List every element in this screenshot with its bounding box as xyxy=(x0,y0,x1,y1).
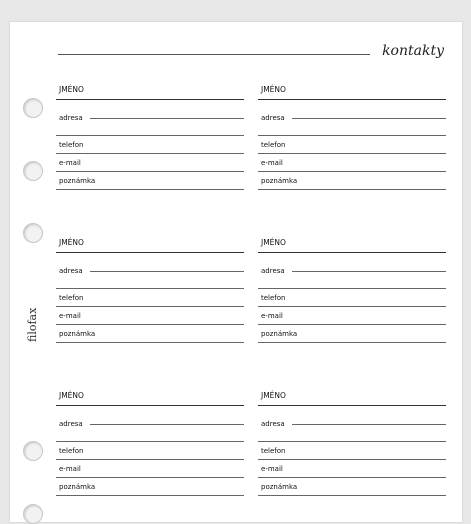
note-line[interactable] xyxy=(56,495,244,496)
address-line[interactable] xyxy=(258,288,446,289)
email-line[interactable] xyxy=(258,171,446,172)
note-label: poznámka xyxy=(261,177,298,185)
address-label: adresa xyxy=(59,267,83,275)
name-label: JMÉNO xyxy=(261,85,286,94)
address-line[interactable] xyxy=(56,135,244,136)
address-label: adresa xyxy=(261,114,285,122)
address-line[interactable] xyxy=(292,271,446,272)
address-label: adresa xyxy=(261,267,285,275)
phone-label: telefon xyxy=(261,447,286,455)
contact-card xyxy=(258,82,446,194)
email-label: e-mail xyxy=(261,312,283,320)
contact-card xyxy=(56,82,244,194)
email-label: e-mail xyxy=(59,159,81,167)
contact-card xyxy=(258,235,446,347)
note-label: poznámka xyxy=(59,330,96,338)
email-label: e-mail xyxy=(59,312,81,320)
address-line[interactable] xyxy=(258,135,446,136)
phone-label: telefon xyxy=(261,294,286,302)
contact-card xyxy=(258,388,446,500)
address-line[interactable] xyxy=(56,441,244,442)
address-label: adresa xyxy=(59,420,83,428)
email-label: e-mail xyxy=(59,465,81,473)
email-line[interactable] xyxy=(258,477,446,478)
address-line[interactable] xyxy=(90,118,244,119)
note-line[interactable] xyxy=(56,342,244,343)
email-line[interactable] xyxy=(258,324,446,325)
name-label: JMÉNO xyxy=(59,85,84,94)
phone-line[interactable] xyxy=(56,153,244,154)
email-line[interactable] xyxy=(56,171,244,172)
phone-label: telefon xyxy=(59,447,84,455)
name-line[interactable] xyxy=(258,99,446,100)
planner-page xyxy=(10,22,462,522)
phone-label: telefon xyxy=(261,141,286,149)
address-line[interactable] xyxy=(90,271,244,272)
note-line[interactable] xyxy=(56,189,244,190)
phone-line[interactable] xyxy=(258,153,446,154)
note-label: poznámka xyxy=(261,483,298,491)
email-line[interactable] xyxy=(56,477,244,478)
phone-label: telefon xyxy=(59,294,84,302)
note-line[interactable] xyxy=(258,342,446,343)
name-line[interactable] xyxy=(258,252,446,253)
name-label: JMÉNO xyxy=(261,238,286,247)
phone-line[interactable] xyxy=(56,459,244,460)
note-label: poznámka xyxy=(59,483,96,491)
note-line[interactable] xyxy=(258,189,446,190)
binder-hole xyxy=(23,98,43,118)
page-title: kontakty xyxy=(382,43,444,59)
contact-card xyxy=(56,388,244,500)
binder-hole xyxy=(23,223,43,243)
name-label: JMÉNO xyxy=(59,238,84,247)
binder-hole xyxy=(23,161,43,181)
phone-line[interactable] xyxy=(258,306,446,307)
email-label: e-mail xyxy=(261,465,283,473)
brand-logo: filofax xyxy=(26,307,39,342)
address-line[interactable] xyxy=(56,288,244,289)
address-line[interactable] xyxy=(292,118,446,119)
address-line[interactable] xyxy=(90,424,244,425)
phone-line[interactable] xyxy=(258,459,446,460)
note-label: poznámka xyxy=(261,330,298,338)
binder-hole xyxy=(23,504,43,524)
header-rule xyxy=(58,54,370,55)
address-label: adresa xyxy=(59,114,83,122)
address-line[interactable] xyxy=(292,424,446,425)
phone-line[interactable] xyxy=(56,306,244,307)
name-label: JMÉNO xyxy=(59,391,84,400)
name-line[interactable] xyxy=(56,99,244,100)
name-line[interactable] xyxy=(258,405,446,406)
name-line[interactable] xyxy=(56,252,244,253)
address-label: adresa xyxy=(261,420,285,428)
address-line[interactable] xyxy=(258,441,446,442)
email-line[interactable] xyxy=(56,324,244,325)
contact-card xyxy=(56,235,244,347)
name-label: JMÉNO xyxy=(261,391,286,400)
note-line[interactable] xyxy=(258,495,446,496)
phone-label: telefon xyxy=(59,141,84,149)
name-line[interactable] xyxy=(56,405,244,406)
email-label: e-mail xyxy=(261,159,283,167)
note-label: poznámka xyxy=(59,177,96,185)
binder-hole xyxy=(23,441,43,461)
